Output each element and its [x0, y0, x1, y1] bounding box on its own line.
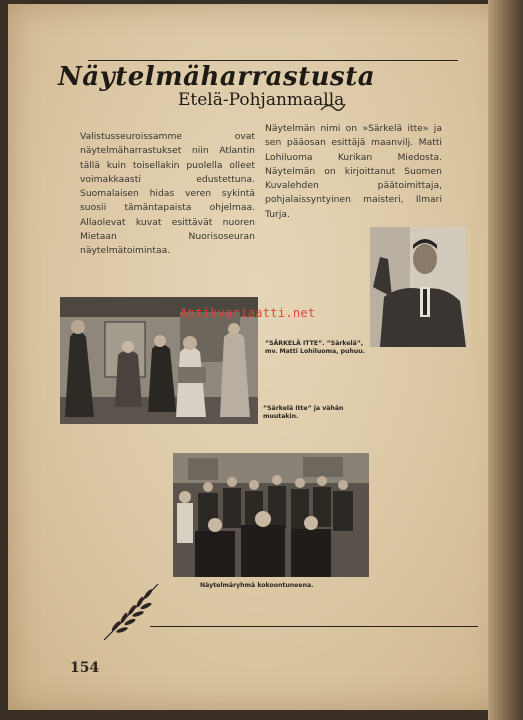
group-photo-image: [173, 453, 369, 577]
group-caption: Näytelmäryhmä kokoontuneena.: [200, 582, 314, 589]
watermark-text: Antikvariaatti.net: [180, 306, 316, 320]
column-left: [80, 130, 255, 259]
column-right: [265, 122, 442, 222]
top-rule: [88, 60, 458, 61]
portrait-photo: [370, 227, 466, 347]
stage-caption: ”Särkelä itte” ja vähän muutakin.: [263, 405, 344, 420]
column-left-text: Valistusseuroissamme ovat näytelmäharrastukset niin Atlantin tällä kuin toisellakin puolella olleet voimakkaasti edustettuna. Suomalaisen hidas veren sykintä suosii tämäntapaista ohjelmaa. Allaolevat kuvat esittävät nuoren Mietaan Nuorisoseuran näytelmätoimintaa.: [80, 131, 255, 257]
group-photo: [173, 453, 369, 577]
portrait-caption: ”SÄRKELÄ ITTE”. ”Särkelä”, mv. Matti Lohiluoma, puhuu.: [265, 340, 366, 355]
article-title: Näytelmäharrastusta: [58, 62, 376, 92]
laurel-branch-ornament: [96, 578, 166, 648]
subtitle-flourish: [320, 100, 346, 114]
page-number: 154: [70, 660, 100, 676]
article-subtitle: Etelä-Pohjanmaalla: [178, 90, 345, 110]
page-edge: [488, 0, 523, 720]
bottom-rule: [150, 626, 478, 627]
column-right-text: Näytelmän nimi on »Särkelä itte» ja sen pääosan esittäjä maanvilj. Matti Lohiluoma Kurikan Miedosta. Näytelmän on kirjoittanut Suomen Kuvalehden päätoimittaja, pohjalaissyntyinen maisteri, Ilmari Turja.: [265, 123, 442, 220]
portrait-photo-image: [370, 227, 466, 347]
